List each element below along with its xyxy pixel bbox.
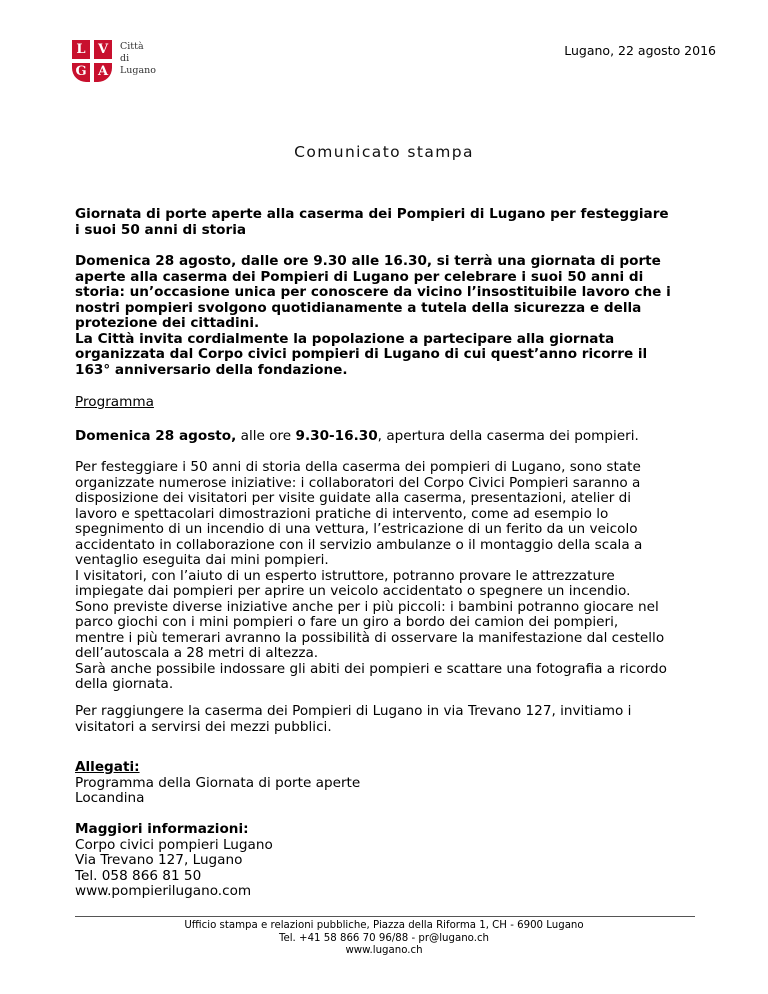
info-label: Maggiori informazioni: [75,821,249,837]
text-line: Giornata di porte aperte alla caserma dei Pompieri di Lugano per festeggiare [75,206,669,222]
text-line: Corpo civici pompieri Lugano [75,836,273,853]
text-line: Ufficio stampa e relazioni pubbliche, Piazza della Riforma 1, CH - 6900 Lugano [184,920,584,931]
logo-text [120,41,156,82]
text-line: www.lugano.ch [345,945,423,956]
text-line: Sarà anche possibile indossare gli abiti dei pompieri e scattare una fotografia a ricordo [75,660,667,677]
text-line: Via Trevano 127, Lugano [75,852,243,868]
logo-text-line: di [120,53,130,64]
text-line: I visitatori, con l’aiuto di un esperto istruttore, potranno provare le attrezzature [75,567,615,584]
body-paragraph [75,460,667,693]
text-line: parco giochi con i mini pompieri o fare un giro a bordo dei camion dei pompieri, [75,614,619,630]
text-line: La Città invita cordialmente la popolazione a partecipare alla giornata [75,330,615,347]
attachments-list [75,776,360,807]
logo-text-line: Città [120,41,144,52]
text-line: Locandina [75,790,145,806]
info-list [75,838,273,900]
text-line: organizzata dal Corpo civici pompieri di Lugano di cui quest’anno ricorre il [75,346,648,362]
schedule-time: 9.30-16.30 [295,428,378,444]
document-date: Lugano, 22 agosto 2016 [564,43,716,58]
text-line: organizzate numerose iniziative: i collaboratori del Corpo Civici Pompieri saranno a [75,474,641,491]
document-title: Comunicato stampa [294,143,474,161]
attachments-section [75,760,360,807]
section-programma: Programma [75,394,154,410]
text-line: dell’autoscala a 28 metri di altezza. [75,645,319,661]
schedule-text: , apertura della caserma dei pompieri. [377,428,639,444]
text-line: Sono previste diverse iniziative anche per i più piccoli: i bambini potranno giocare nel [75,598,659,615]
schedule-text: alle ore [236,428,296,444]
logo-letter: L [76,42,86,57]
logo-letter: A [97,64,109,79]
text-line: visitatori a servirsi dei mezzi pubblici. [75,718,332,735]
text-line: protezione dei cittadini. [75,315,260,331]
text-line: accidentato in collaborazione con il servizio ambulanze o il montaggio della scala a [75,536,643,553]
text-line: disposizione dei visitatori per visite guidate alla caserma, presentazioni, atelier di [75,490,632,506]
text-line: Programma della Giornata di porte aperte [75,774,361,791]
text-line: spegnimento di un incendio di una vettura, l’estricazione di un ferito da un veicolo [75,521,638,537]
schedule-day: Domenica 28 agosto, [75,428,237,444]
text-line: Tel. 058 866 81 50 [75,867,202,884]
text-line: Domenica 28 agosto, dalle ore 9.30 alle 16.30, si terrà una giornata di porte [75,253,661,269]
text-line: impiegate dai pompieri per aprire un veicolo accidentato o spegnere un incendio. [75,583,631,599]
footer [0,920,768,958]
attachments-label: Allegati: [75,759,140,775]
text-line: lavoro e spettacolari dimostrazioni pratiche di intervento, come ad esempio lo [75,505,609,522]
text-line: i suoi 50 anni di storia [75,221,247,238]
text-line: Tel. +41 58 866 70 96/88 - pr@lugano.ch [278,932,490,944]
text-line: storia: un’occasione unica per conoscere da vicino l’insostituibile lavoro che i [75,284,671,300]
headline [75,207,669,238]
text-line: 163° anniversario della fondazione. [75,361,348,378]
info-section [75,822,273,900]
logo-letter: V [97,42,109,57]
footer-divider [75,916,695,917]
logo-letter: G [75,64,87,79]
text-line: www.pompierilugano.com [75,883,252,899]
lead-paragraph [75,254,671,378]
text-line: aperte alla caserma dei Pompieri di Lugano per celebrare i suoi 50 anni di [75,268,644,285]
text-line: della giornata. [75,676,174,692]
city-logo [72,40,156,82]
text-line: nostri pompieri svolgono quotidianamente a tutela della sicurezza e della [75,299,642,316]
transport-paragraph [75,704,631,735]
text-line: Per festeggiare i 50 anni di storia della caserma dei pompieri di Lugano, sono state [75,459,641,475]
logo-text-line: Lugano [120,65,157,76]
lugano-shield-icon [72,40,112,82]
text-line: Per raggiungere la caserma dei Pompieri di Lugano in via Trevano 127, invitiamo i [75,703,632,719]
schedule-line [75,429,639,445]
text-line: mentre i più temerari avranno la possibilità di osservare la manifestazione dal cestello [75,629,665,646]
text-line: ventaglio eseguita dai mini pompieri. [75,552,329,568]
